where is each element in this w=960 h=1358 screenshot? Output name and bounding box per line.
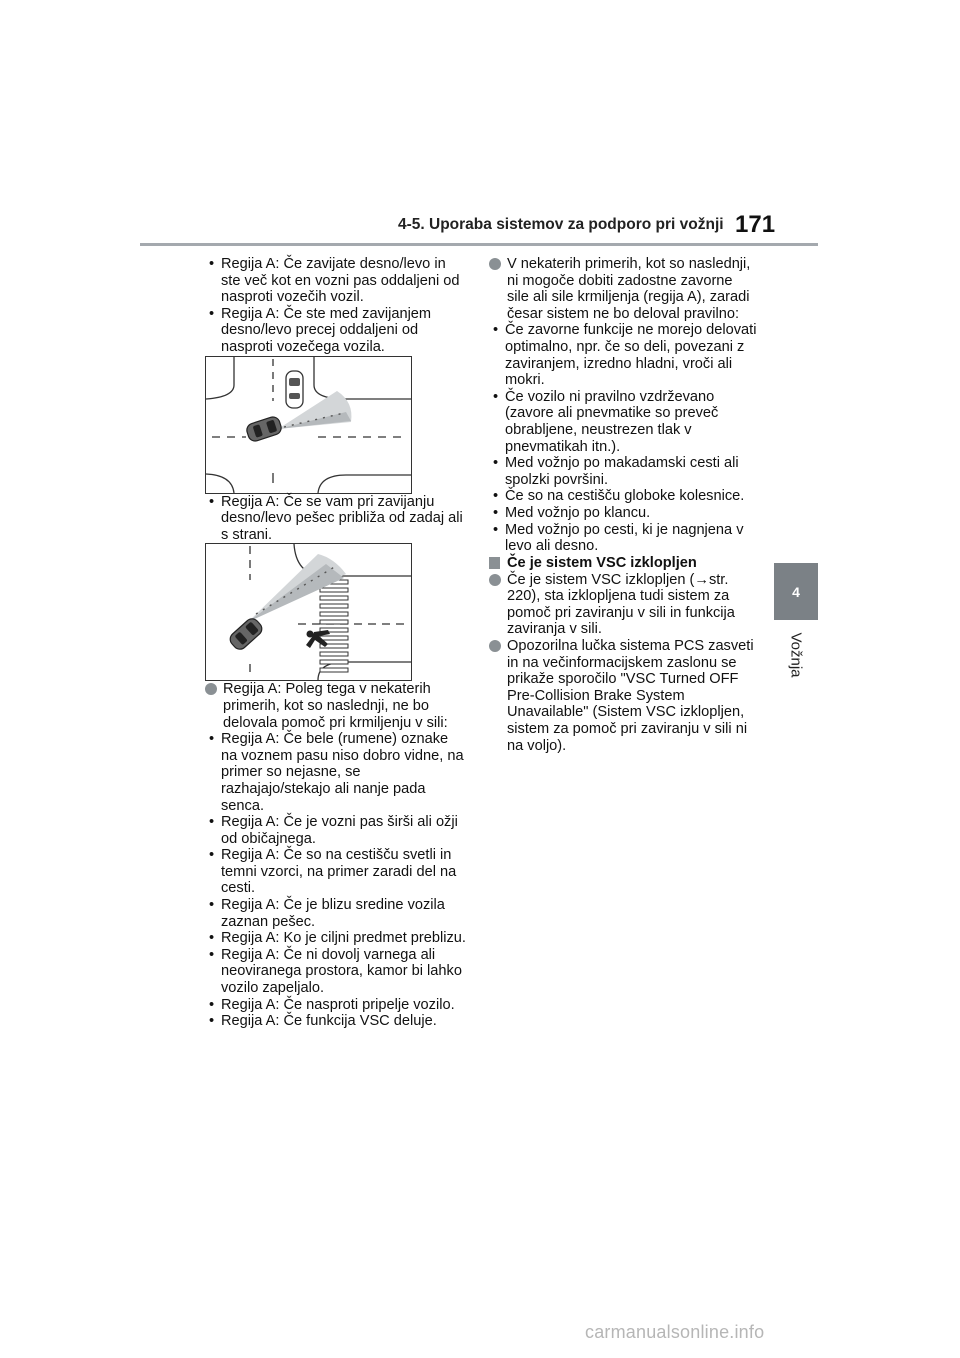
bullet-dot-icon: • [209, 493, 215, 510]
page-header-title: 4-5. Uporaba sistemov za podporo pri vožnji [398, 216, 724, 233]
ego-car-icon [227, 616, 264, 652]
bullet-dot-icon: • [493, 488, 499, 505]
bullet-dot-icon: • [209, 731, 215, 748]
bullet-dot-icon: • [493, 455, 499, 472]
bullet-dot-icon: • [493, 322, 499, 339]
list-item: • Regija A: Če funkcija VSC deluje. [209, 1013, 437, 1030]
oncoming-car-icon [286, 371, 303, 408]
bullet-dot-icon: • [209, 305, 215, 322]
pedestrian-crossing-diagram [206, 544, 411, 680]
section-heading: Če je sistem VSC izklopljen [489, 555, 757, 572]
list-item: • Regija A: Če bele (rumene) oznake na voznem pasu niso dobro vidne, na primer so nejasne, se razhajajo/stekajo ali nanje pada senca. [209, 731, 464, 814]
bullet-dot-icon: • [209, 847, 215, 864]
bullet-dot-icon: • [209, 946, 215, 963]
list-item: • Regija A: Če so na cestišču svetli in temni vzorci, na primer zaradi del na cesti. [209, 847, 457, 897]
intersection-turn-diagram [206, 357, 411, 493]
bullet-dot-icon: • [493, 388, 499, 405]
list-item: • Če so na cestišču globoke kolesnice. [493, 488, 745, 505]
list-item: V nekaterih primerih, kot so naslednji, ni mogoče dobiti zadostne zavorne sile ali sile krmiljenja (regija A), zaradi česar sistem ne bo deloval pravilno: [489, 256, 757, 322]
circle-bullet-icon [489, 640, 501, 652]
list-item: • Med vožnjo po makadamski cesti ali spolzki površini. [493, 455, 739, 488]
header-divider [140, 243, 818, 246]
page-reference-link: str. 220), sta izklopljena tudi sistem za pomoč pri zaviranju v sili in funkcija zaviranja v sili. [507, 571, 735, 638]
square-bullet-icon [489, 557, 500, 569]
list-item: Regija A: Poleg tega v nekaterih primerih, kot so naslednji, ne bo delovala pomoč pri krmiljenju v sili: [205, 681, 467, 731]
list-item: • Regija A: Ko je ciljni predmet preblizu. [209, 930, 466, 947]
circle-bullet-icon [489, 574, 501, 586]
bullet-dot-icon: • [209, 256, 215, 272]
bullet-dot-icon: • [209, 930, 215, 947]
bullet-dot-icon: • [493, 521, 499, 538]
bullet-dot-icon: • [493, 504, 499, 521]
list-item: • Če zavorne funkcije ne morejo delovati optimalno, npr. če so deli, povezani z zaviranjem, izredno hladni, vroči ali mokri. [493, 322, 757, 389]
circle-bullet-icon [489, 258, 501, 270]
intersection-turn-illustration [205, 356, 412, 494]
list-item: • Regija A: Če ste med zavijanjem desno/levo precej oddaljeni od nasproti vozečega vozila. [209, 305, 432, 355]
crosswalk-stripes [320, 580, 348, 672]
bullet-dot-icon: • [209, 996, 215, 1013]
watermark: carmanualsonline.info [585, 1322, 765, 1342]
list-item: Opozorilna lučka sistema PCS zasveti in na večinformacijskem zaslonu se prikaže sporočilo "VSC Turned OFF Pre-Collision Brake System Unavailable" (Sistem VSC izklopljen, sistem za pomoč pri zaviranju v sili ni na voljo). [489, 638, 757, 754]
list-item: • Regija A: Če je blizu sredine vozila zaznan pešec. [209, 897, 445, 930]
ego-car-icon [245, 415, 283, 443]
pedestrian-crossing-illustration [205, 543, 412, 681]
bullet-dot-icon: • [209, 814, 215, 831]
bullet-dot-icon: • [209, 897, 215, 914]
list-item: • Regija A: Če je vozni pas širši ali ožji od običajnega. [209, 814, 458, 847]
list-item: • Regija A: Če se vam pri zavijanju desno/levo pešec približa od zadaj ali s strani. [209, 493, 463, 543]
page-number: 171 [735, 211, 776, 238]
arrow-icon: → [694, 571, 709, 588]
list-item: • Regija A: Če nasproti pripelje vozilo. [209, 996, 455, 1013]
bullet-dot-icon: • [209, 1013, 215, 1030]
left-column [205, 256, 467, 1030]
list-item: Če je sistem VSC izklopljen (→str. 220), sta izklopljena tudi sistem za pomoč pri zaviranju v sili in funkcija zaviranja v sili. [489, 572, 757, 638]
list-item: • Regija A: Če zavijate desno/levo in ste več kot en vozni pas oddaljeni od nasproti vozečih vozil. [209, 256, 460, 306]
list-item: • Med vožnjo po cesti, ki je nagnjena v levo ali desno. [493, 521, 744, 555]
list-item: • Med vožnjo po klancu. [493, 504, 651, 521]
chapter-tab-label-text: Vožnja [787, 632, 805, 678]
circle-bullet-icon [205, 683, 217, 695]
chapter-tab-number: 4 [792, 583, 800, 600]
chapter-tab [774, 563, 818, 620]
list-item: • Če vozilo ni pravilno vzdrževano (zavore ali pnevmatike so preveč obrabljene, neustrezen tlak v pnevmatikah itn.). [493, 388, 719, 455]
list-item: • Regija A: Če ni dovolj varnega ali neoviranega prostora, kamor bi lahko vozilo zapeljalo. [209, 946, 462, 997]
right-column [489, 256, 757, 754]
